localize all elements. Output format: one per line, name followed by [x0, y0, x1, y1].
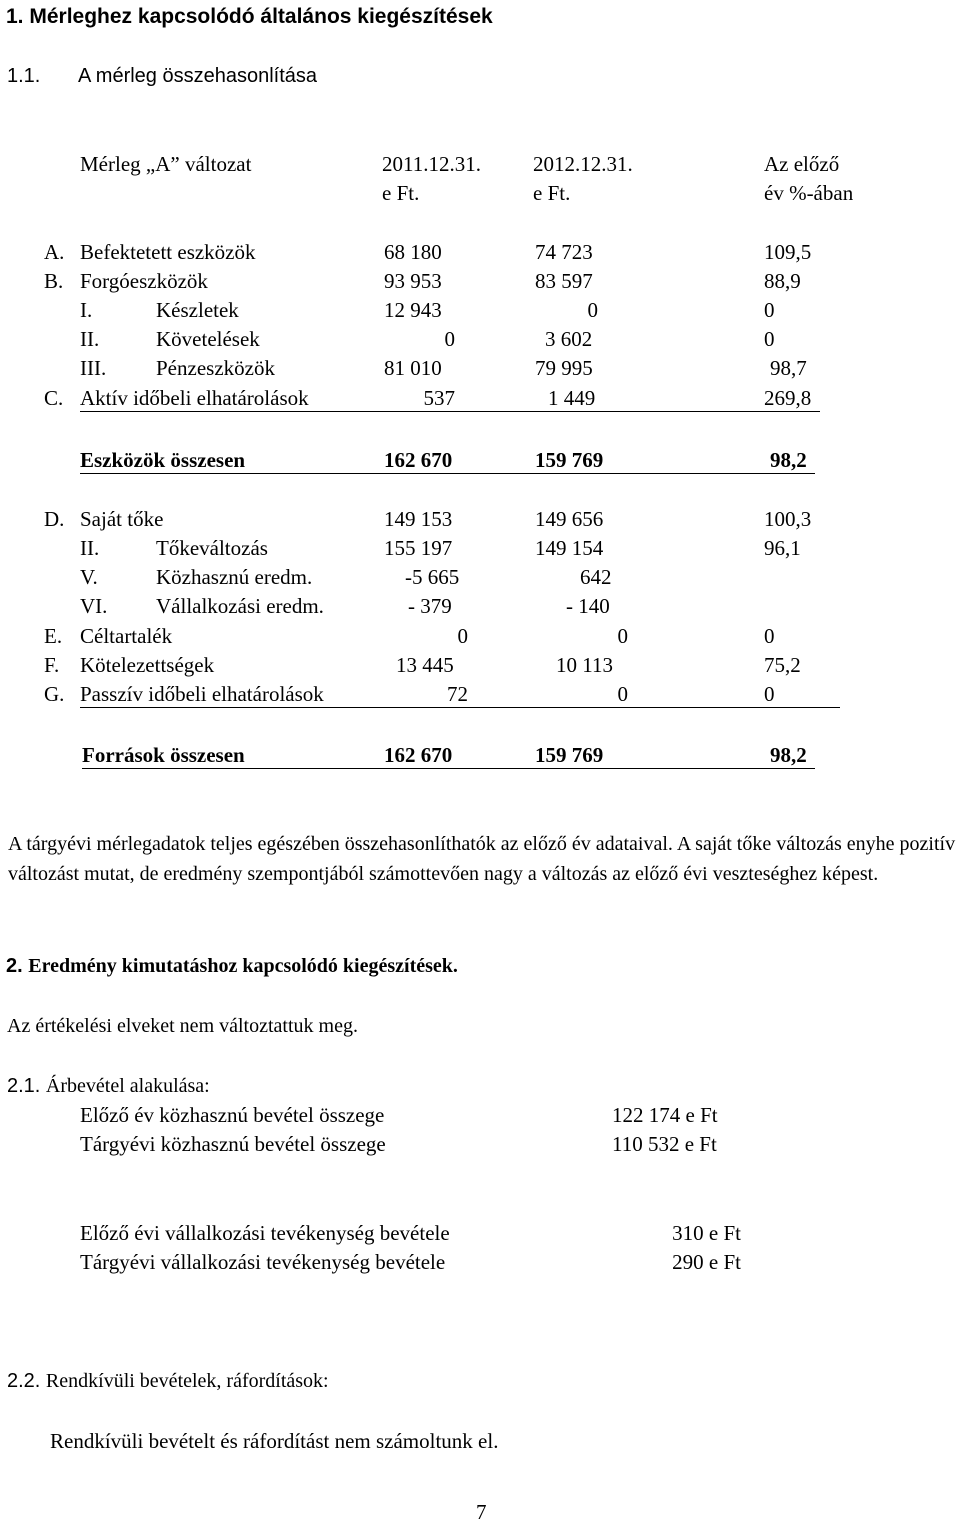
asset-2011: 0 — [444, 327, 455, 351]
asset-code: A. — [44, 240, 65, 264]
section-2-heading — [6, 953, 458, 979]
asset-label: Követelések — [156, 327, 260, 351]
section-2-title: Eredmény kimutatáshoz kapcsolódó kiegészítések. — [28, 955, 458, 977]
liability-2012: 642 — [580, 565, 612, 589]
liability-label: Közhasznú eredm. — [156, 565, 313, 589]
liability-2011: 72 — [447, 682, 468, 706]
asset-2011: 93 953 — [384, 269, 442, 293]
asset-pct: 88,9 — [764, 269, 801, 293]
liability-2011: 155 197 — [384, 536, 453, 560]
liability-label: Céltartalék — [80, 624, 173, 648]
header-col-pct-line2: év %-ában — [764, 181, 854, 205]
liability-pct: 75,2 — [764, 653, 801, 677]
section-1-title: Mérleghez kapcsolódó általános kiegészítések — [29, 5, 493, 28]
assets-total-2011: 162 670 — [384, 448, 453, 472]
liability-2012: 149 656 — [535, 507, 604, 531]
liability-pct: 0 — [764, 682, 775, 706]
liability-2011: - 379 — [408, 594, 452, 618]
asset-2011: 81 010 — [384, 356, 442, 380]
header-col-2012-date: 2012.12.31. — [533, 152, 633, 176]
asset-label: Befektetett eszközök — [80, 240, 256, 264]
total-underline — [82, 768, 815, 769]
header-col-label: Mérleg „A” változat — [80, 152, 252, 176]
liabilities-total-label: Források összesen — [82, 743, 245, 767]
assets-total-2012: 159 769 — [535, 448, 604, 472]
revenue-public-value: 122 174 e Ft — [612, 1103, 718, 1127]
revenue-business-value: 290 e Ft — [672, 1250, 741, 1274]
comparison-paragraph: A tárgyévi mérlegadatok teljes egészében összehasonlíthatók az előző év adataival. A saját tőke változás enyhe pozitív változást mutat, de eredmény szempontjából számottevően nagy a változás az előző évi veszteséghez képest. — [8, 833, 956, 885]
asset-2011: 12 943 — [384, 298, 442, 322]
section-1-number: 1. — [6, 5, 24, 28]
asset-2012: 0 — [587, 298, 598, 322]
revenue-public-label: Előző év közhasznú bevétel összege — [80, 1103, 385, 1127]
section-2-1-heading — [7, 1073, 210, 1099]
header-col-2012-unit: e Ft. — [533, 181, 571, 205]
section-2-number: 2. — [6, 955, 23, 977]
asset-pct: 0 — [764, 298, 775, 322]
section-1-1-title: A mérleg összehasonlítása — [78, 65, 318, 87]
liability-code: D. — [44, 507, 65, 531]
asset-2012: 1 449 — [548, 386, 596, 410]
liability-pct: 100,3 — [764, 507, 812, 531]
liability-pct: 96,1 — [764, 536, 801, 560]
asset-code: B. — [44, 269, 64, 293]
section-1-1-number: 1.1. — [7, 65, 41, 87]
asset-pct: 0 — [764, 327, 775, 351]
asset-code: I. — [80, 298, 93, 322]
section-1-heading — [6, 4, 493, 30]
liability-code: G. — [44, 682, 65, 706]
row-underline — [80, 411, 820, 412]
liability-2012: 149 154 — [535, 536, 604, 560]
section-2-1-number: 2.1. — [7, 1075, 41, 1097]
asset-pct: 98,7 — [770, 356, 807, 380]
asset-label: Aktív időbeli elhatárolások — [80, 386, 309, 410]
asset-2011: 537 — [423, 386, 455, 410]
section-2-2-heading — [7, 1368, 329, 1394]
asset-pct: 109,5 — [764, 240, 812, 264]
liability-code: VI. — [80, 594, 108, 618]
liability-code: F. — [44, 653, 60, 677]
asset-code: C. — [44, 386, 64, 410]
liability-code: V. — [80, 565, 98, 589]
revenue-business-label: Előző évi vállalkozási tevékenység bevétele — [80, 1221, 450, 1245]
row-underline — [80, 707, 840, 708]
asset-2011: 68 180 — [384, 240, 442, 264]
section-2-1-title: Árbevétel alakulása: — [45, 1075, 210, 1097]
liability-label: Kötelezettségek — [80, 653, 215, 677]
revenue-public-value: 110 532 e Ft — [612, 1132, 717, 1156]
liability-2011: 0 — [457, 624, 468, 648]
asset-code: III. — [80, 356, 107, 380]
asset-2012: 79 995 — [535, 356, 593, 380]
revenue-public-label: Tárgyévi közhasznú bevétel összege — [80, 1132, 386, 1156]
liability-2011: 13 445 — [396, 653, 454, 677]
header-col-2011-unit: e Ft. — [382, 181, 420, 205]
revenue-business-label: Tárgyévi vállalkozási tevékenység bevétele — [80, 1250, 446, 1274]
liability-label: Passzív időbeli elhatárolások — [80, 682, 324, 706]
liability-label: Vállalkozási eredm. — [156, 594, 324, 618]
liability-2011: 149 153 — [384, 507, 453, 531]
liability-2012: 0 — [617, 624, 628, 648]
valuation-paragraph: Az értékelési elveket nem változtattuk meg. — [7, 1015, 358, 1037]
assets-total-pct: 98,2 — [770, 448, 807, 472]
liability-2012: - 140 — [566, 594, 610, 618]
asset-2012: 83 597 — [535, 269, 593, 293]
liability-label: Saját tőke — [80, 507, 164, 531]
asset-label: Forgóeszközök — [80, 269, 208, 293]
liability-2011: -5 665 — [405, 565, 460, 589]
asset-2012: 74 723 — [535, 240, 593, 264]
liability-label: Tőkeváltozás — [156, 536, 268, 560]
section-2-2-number: 2.2. — [7, 1370, 41, 1392]
asset-label: Pénzeszközök — [156, 356, 275, 380]
liability-code: E. — [44, 624, 63, 648]
asset-2012: 3 602 — [545, 327, 593, 351]
liability-pct: 0 — [764, 624, 775, 648]
total-underline — [80, 473, 815, 474]
revenue-business-value: 310 e Ft — [672, 1221, 741, 1245]
liabilities-total-pct: 98,2 — [770, 743, 807, 767]
liability-2012: 10 113 — [556, 653, 613, 677]
asset-label: Készletek — [156, 298, 239, 322]
liability-code: II. — [80, 536, 100, 560]
header-col-2011-date: 2011.12.31. — [382, 152, 481, 176]
liability-2012: 0 — [617, 682, 628, 706]
asset-code: II. — [80, 327, 100, 351]
header-col-pct-line1: Az előző — [764, 152, 840, 176]
section-2-2-title: Rendkívüli bevételek, ráfordítások: — [45, 1370, 329, 1392]
extraordinary-paragraph: Rendkívüli bevételt és ráfordítást nem számoltunk el. — [50, 1429, 499, 1453]
assets-total-label: Eszközök összesen — [80, 448, 246, 472]
liabilities-total-2012: 159 769 — [535, 743, 604, 767]
liabilities-total-2011: 162 670 — [384, 743, 453, 767]
asset-pct: 269,8 — [764, 386, 812, 410]
page-number: 7 — [476, 1500, 487, 1524]
